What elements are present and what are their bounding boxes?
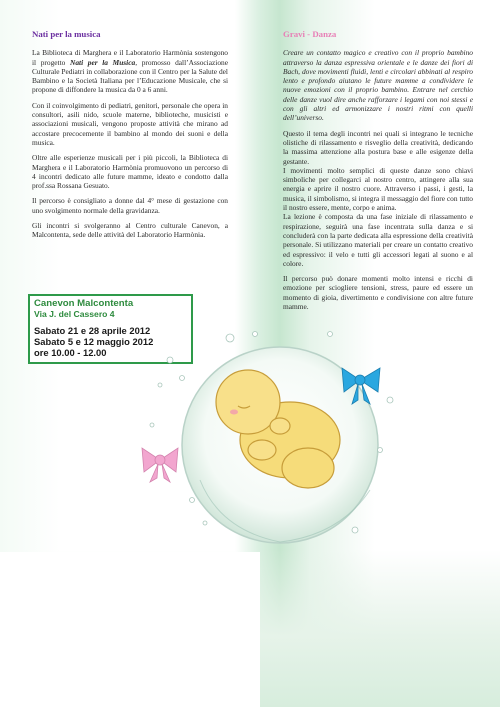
baby-in-bubble-illustration xyxy=(130,330,410,550)
right-column xyxy=(283,30,473,317)
left-para-1 xyxy=(32,48,228,94)
event-dates-april: Sabato 21 e 28 aprile 2012 xyxy=(34,325,151,336)
event-dates-may: Sabato 5 e 12 maggio 2012 xyxy=(34,336,154,347)
event-time: ore 10.00 - 12.00 xyxy=(34,347,107,358)
right-para-3: La lezione è composta da una fase iniziale di rilassamento e respirazione, seguirà una fase incentrata sulla danza e si concluderà con la parte dedicata alla espressione della creatività personale. Si utilizzano materiali per creare un contatto creativo ed espressivo: il velo e tutti gli accessori legati al suono e al colore. xyxy=(283,212,473,268)
event-venue: Canevon Malcontenta xyxy=(34,298,134,309)
right-para-1: Questo il tema degli incontri nei quali si integrano le tecniche olistiche di rilassamento e risveglio della creatività, dedicando la massima attenzione alla postura base e alle esigenze della gestante. xyxy=(283,128,473,166)
left-para-1-c: , promosso dall’Associazione Culturale Pediatri in collaborazione con il Centro per la Salute del Bambino e la Società Italiana per l’Educazione Musicale, che si propone di diffondere la musica da 0 a 6 anni. xyxy=(32,57,229,95)
right-para-2: I movimenti molto semplici di queste danze sono chiavi simboliche per collegarci al nostro centro, attingere alla sua energia e aprire il nostro cuore. Attraverso i passi, i gesti, la musica, il simbolismo, si integra il messaggio del fiore con tutto il nostro essere, mente, corpo e anima. xyxy=(283,165,473,213)
left-column xyxy=(32,30,228,246)
project-name: Nati per la Musica xyxy=(70,57,136,67)
left-column-title: Nati per la musica xyxy=(32,29,101,39)
left-para-4: Il percorso è consigliato a donne dal 4° mese di gestazione con uno svolgimento normale della gravidanza. xyxy=(32,196,228,215)
right-intro: Creare un contatto magico e creativo con il proprio bambino attraverso la danza espressiva orientale e le danze dei fiori di Bach, dove movimenti fluidi, lenti e circolari abbinati al respiro lento e profondo aiutano le future mamme a condividere le nuove emozioni con il proprio bambino. Entrare nel cerchio delle danze vuol dire anche rafforzare i legami con noi stessi e con gli altri ed armonizzare i nostri ritmi con quelli dell’universo. xyxy=(283,48,473,123)
left-para-1-a: La Biblioteca di Marghera e il Laboratorio Harmònia sostengono il progetto xyxy=(32,48,228,67)
right-column-title: Gravi - Danza xyxy=(283,29,337,39)
left-para-5: Gli incontri si svolgeranno al Centro culturale Canevon, a Malcontenta, sede delle attività del Laboratorio Harmònia. xyxy=(32,221,228,240)
left-para-3: Oltre alle esperienze musicali per i più piccoli, la Biblioteca di Marghera e il Laboratorio Harmònia promuovono un percorso di 4 incontri dedicato alle future mamme, ideato e condotto dalla prof.ssa Rossana Gesuato. xyxy=(32,153,228,191)
left-para-2: Con il coinvolgimento di pediatri, genitori, personale che opera in consultori, asili nido, scuole materne, biblioteche, musicisti e associazioni musicali, vengono proposte attività che mirano ad accostare precocemente il bambino al mondo dei suoni e della musica. xyxy=(32,100,228,147)
bottom-left-blank xyxy=(0,552,260,707)
event-street: Via J. del Cassero 4 xyxy=(34,309,115,319)
pink-bow-icon xyxy=(142,448,178,482)
right-para-4: Il percorso può donare momenti molto intensi e ricchi di emozione per sciogliere tensioni, stress, paure ed essere un momento di gioia, divertimento e condivisione con altre future mamme. xyxy=(283,274,473,312)
